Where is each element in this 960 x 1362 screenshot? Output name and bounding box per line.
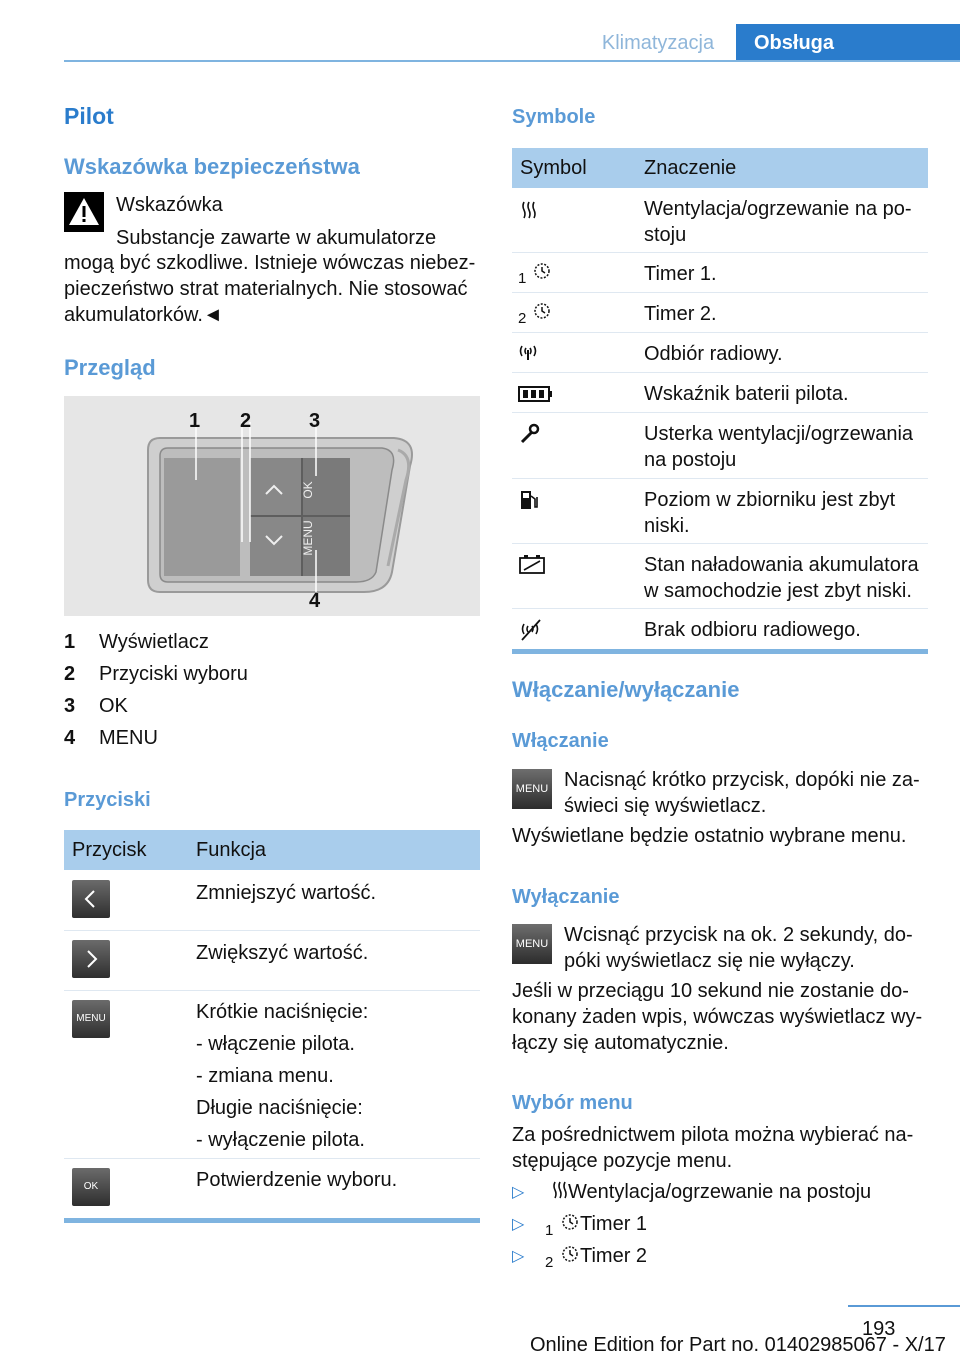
ok-key-icon <box>72 1168 110 1206</box>
callout-3: 3 <box>309 410 321 432</box>
legend-text-4: MENU <box>99 727 158 749</box>
menu-select-heading: Wybór menu <box>512 1092 633 1114</box>
buttons-row3-line2: - włączenie pilota. <box>196 1033 355 1055</box>
figure-menu-label: MENU <box>301 520 315 556</box>
car-battery-icon <box>518 553 554 577</box>
on-note: Wyświetlane będzie ostatnio wybrane menu. <box>512 825 907 847</box>
symbols-row6-text: Usterka wentylacji/ogrzewania na postoju <box>644 423 914 471</box>
menu-item-2-text: Timer 1 <box>580 1213 648 1235</box>
header-section-tab[interactable]: Klimatyzacja <box>601 32 715 54</box>
row-divider <box>64 990 480 991</box>
safety-heading: Wskazówka bezpieczeństwa <box>64 154 360 179</box>
buttons-row3-line5: - wyłączenie pilota. <box>196 1129 365 1151</box>
row-divider <box>512 292 928 293</box>
warning-line1: Substancje zawarte w akumulatorze <box>116 227 437 249</box>
on-heading: Włączanie <box>512 730 609 752</box>
ventilation-icon <box>544 1179 568 1203</box>
buttons-col-button: Przycisk <box>72 839 147 861</box>
timer1-prefix: 1 <box>545 1222 554 1239</box>
callout-2: 2 <box>240 410 252 432</box>
row-divider <box>512 478 928 479</box>
bullet-marker: ▷ <box>512 1184 525 1201</box>
header-rule <box>64 60 960 62</box>
off-text: Wcisnąć przycisk na ok. 2 sekundy, do-póki wyświetlacz się nie wyłączy. <box>564 924 913 972</box>
menu-key-label: MENU <box>515 938 549 950</box>
symbols-row4-text: Odbiór radiowy. <box>644 343 783 365</box>
row-divider <box>64 930 480 931</box>
symbols-row2-text: Timer 1. <box>644 263 717 285</box>
callout-1: 1 <box>189 410 201 432</box>
callout-4: 4 <box>309 590 321 612</box>
chevron-right-icon <box>72 940 110 978</box>
ok-key-label: OK <box>83 1181 99 1192</box>
legend-num-1: 1 <box>64 631 76 653</box>
buttons-row3-line3: - zmiana menu. <box>196 1065 334 1087</box>
symbols-table-header <box>512 148 928 188</box>
symbols-row3-text: Timer 2. <box>644 303 717 325</box>
row-divider <box>512 372 928 373</box>
menu-key-icon <box>512 924 552 964</box>
off-note: Jeśli w przeciągu 10 sekund nie zostanie do-konany żaden wpis, wówczas wyświetlacz wy-łączy się automatycznie. <box>512 980 923 1054</box>
menu-key-label: MENU <box>76 1013 106 1024</box>
legend-num-3: 3 <box>64 695 76 717</box>
buttons-table-end <box>64 1218 480 1223</box>
buttons-row2-text: Zwiększyć wartość. <box>196 942 369 964</box>
ventilation-icon <box>518 198 554 222</box>
menu-item-1-text: Wentylacja/ogrzewanie na postoju <box>568 1181 872 1203</box>
row-divider <box>512 332 928 333</box>
footer-rule <box>848 1305 960 1307</box>
radio-reception-icon <box>518 340 554 364</box>
chevron-left-icon <box>72 880 110 918</box>
menu-select-text: Za pośrednictwem pilota można wybierać na-stępujące pozycje menu. <box>512 1124 914 1172</box>
header-active-tab[interactable]: Obsługa <box>736 24 960 62</box>
off-heading: Wyłączanie <box>512 886 620 908</box>
onoff-heading: Włączanie/wyłączanie <box>512 677 740 702</box>
timer1-icon <box>552 1211 574 1235</box>
row-divider <box>512 543 928 544</box>
buttons-table-header <box>64 830 480 870</box>
wrench-icon <box>518 422 554 446</box>
symbols-row9-text: Brak odbioru radiowego. <box>644 619 861 641</box>
buttons-row3-line1: Krótkie naciśnięcie: <box>196 1001 369 1023</box>
menu-item-3-text: Timer 2 <box>580 1245 648 1267</box>
symbols-col-symbol: Symbol <box>520 157 587 179</box>
on-text: Nacisnąć krótko przycisk, dopóki nie za-świeci się wyświetlacz. <box>564 769 920 817</box>
battery-icon <box>518 382 554 406</box>
warning-text: mogą być szkodliwe. Istnieje wówczas niebez-pieczeństwo strat materialnych. Nie stosować akumulatorków.◄ <box>64 252 476 326</box>
row-divider <box>512 608 928 609</box>
row-divider <box>512 252 928 253</box>
buttons-row1-text: Zmniejszyć wartość. <box>196 882 377 904</box>
page-number: 193 <box>862 1318 896 1340</box>
bullet-marker: ▷ <box>512 1248 525 1265</box>
overview-heading: Przegląd <box>64 355 156 380</box>
legend-num-4: 4 <box>64 727 76 749</box>
timer2-icon <box>552 1243 574 1267</box>
symbols-table-end <box>512 649 928 654</box>
figure-ok-label: OK <box>301 481 315 499</box>
buttons-row4-text: Potwierdzenie wyboru. <box>196 1169 398 1191</box>
symbols-row1-text: Wentylacja/ogrzewanie na po-stoju <box>644 198 912 246</box>
timer2-prefix: 2 <box>518 310 527 327</box>
no-reception-icon <box>518 618 554 642</box>
menu-key-icon <box>512 769 552 809</box>
buttons-col-function: Funkcja <box>196 839 267 861</box>
symbols-heading: Symbole <box>512 106 596 128</box>
timer2-prefix: 2 <box>545 1254 554 1271</box>
edition-footer: Online Edition for Part no. 01402985067 - X/17 <box>530 1334 946 1356</box>
timer1-icon <box>524 260 546 284</box>
menu-key-label: MENU <box>515 783 549 795</box>
fuel-pump-icon <box>518 488 554 512</box>
bullet-marker: ▷ <box>512 1216 525 1233</box>
symbols-row7-text: Poziom w zbiorniku jest zbyt niski. <box>644 489 896 537</box>
legend-num-2: 2 <box>64 663 76 685</box>
buttons-row3-line4: Długie naciśnięcie: <box>196 1097 363 1119</box>
buttons-heading: Przyciski <box>64 789 151 811</box>
row-divider <box>512 412 928 413</box>
symbols-row5-text: Wskaźnik baterii pilota. <box>644 383 849 405</box>
timer2-icon <box>524 300 546 324</box>
legend-text-3: OK <box>99 695 128 717</box>
warning-label: Wskazówka <box>116 194 223 216</box>
menu-key-icon <box>72 1000 110 1038</box>
symbols-col-meaning: Znaczenie <box>644 157 737 179</box>
legend-text-2: Przyciski wyboru <box>99 663 248 685</box>
symbols-row8-text: Stan naładowania akumulatora w samochodzie jest zbyt niski. <box>644 554 919 602</box>
row-divider <box>64 1158 480 1159</box>
warning-triangle-icon <box>64 192 104 232</box>
legend-text-1: Wyświetlacz <box>99 631 209 653</box>
page-title: Pilot <box>64 103 114 129</box>
timer1-prefix: 1 <box>518 270 527 287</box>
remote-control-figure <box>64 396 480 616</box>
